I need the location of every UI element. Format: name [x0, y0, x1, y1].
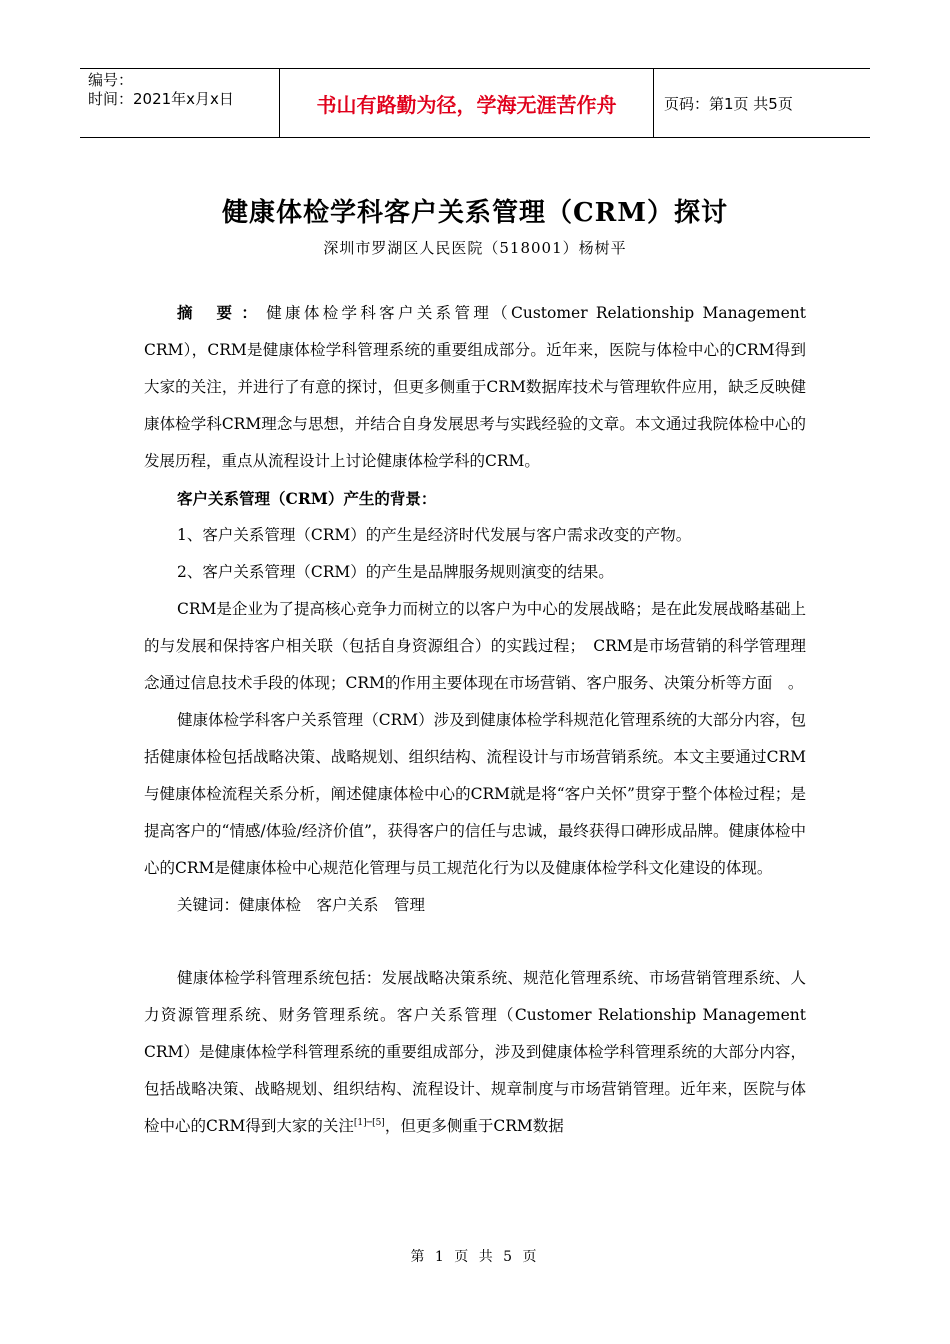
abstract-paragraph	[144, 294, 806, 480]
crm-definition-paragraph: CRM是企业为了提高核心竞争力而树立的以客户为中心的发展战略；是在此发展战略基础上的与发展和保持客户相关联（包括自身资源组合）的实践过程； CRM是市场营销的科学管理理念通过信息技术手段的体现；CRM的作用主要体现在市场营销、客户服务、决策分析等方面 。	[144, 600, 806, 692]
background-heading: 客户关系管理（CRM）产生的背景：	[177, 489, 437, 508]
code-label: 编号：	[88, 71, 134, 89]
author-line: 深圳市罗湖区人民医院（518001）杨树平	[323, 239, 627, 257]
background-item-2: 2、客户关系管理（CRM）的产生是品牌服务规则演变的结果。	[177, 563, 614, 581]
management-system-tail: ，但更多侧重于CRM数据	[384, 1117, 564, 1135]
reference-marker: [1]─[5]	[353, 1117, 385, 1128]
page-title: 健康体检学科客户关系管理（CRM）探讨	[221, 198, 729, 228]
document-body	[144, 294, 806, 1145]
abstract-label: 摘 要：	[177, 303, 267, 322]
document-header	[80, 68, 870, 138]
management-system-paragraph	[144, 960, 806, 1145]
crm-scope-paragraph: 健康体检学科客户关系管理（CRM）涉及到健康体检学科规范化管理系统的大部分内容，包括健康体检包括战略决策、战略规划、组织结构、流程设计与市场营销系统。本文主要通过CRM与健康体检流程关系分析，阐述健康体检中心的CRM就是将“客户关怀”贯穿于整个体检过程；是提高客户的“情感/体验/经济价值”，获得客户的信任与忠诚，最终获得口碑形成品牌。健康体检中心的CRM是健康体检中心规范化管理与员工规范化行为以及健康体检学科文化建设的体现。	[144, 711, 806, 877]
time-label: 时间：2021年x月x日	[88, 90, 234, 108]
keywords-line: 关键词：健康体检 客户关系 管理	[177, 896, 426, 914]
abstract-text: 健康体检学科客户关系管理（Customer Relationship Management CRM），CRM是健康体检学科管理系统的重要组成部分。近年来，医院与体检中心的CRM得到大家的关注，并进行了有意的探讨，但更多侧重于CRM数据库技术与管理软件应用，缺乏反映健康体检学科CRM理念与思想，并结合自身发展思考与实践经验的文章。本文通过我院体检中心的发展历程，重点从流程设计上讨论健康体检学科的CRM。	[144, 304, 806, 470]
header-motto: 书山有路勤为径，学海无涯苦作舟	[280, 69, 654, 137]
header-page-info: 页码：第1页 共5页	[664, 94, 793, 113]
management-system-text: 健康体检学科管理系统包括：发展战略决策系统、规范化管理系统、市场营销管理系统、人力资源管理系统、财务管理系统。客户关系管理（Customer Relationship Management CRM）是健康体检学科管理系统的重要组成部分，涉及到健康体检学科管理系统的大部分内容，包括战略决策、战略规划、组织结构、流程设计、规章制度与市场营销管理。近年来，医院与体检中心的CRM得到大家的关注	[144, 969, 806, 1135]
page-footer: 第 1 页 共 5 页	[410, 1249, 540, 1265]
background-item-1: 1、客户关系管理（CRM）的产生是经济时代发展与客户需求改变的产物。	[177, 526, 692, 544]
header-meta	[80, 69, 280, 137]
